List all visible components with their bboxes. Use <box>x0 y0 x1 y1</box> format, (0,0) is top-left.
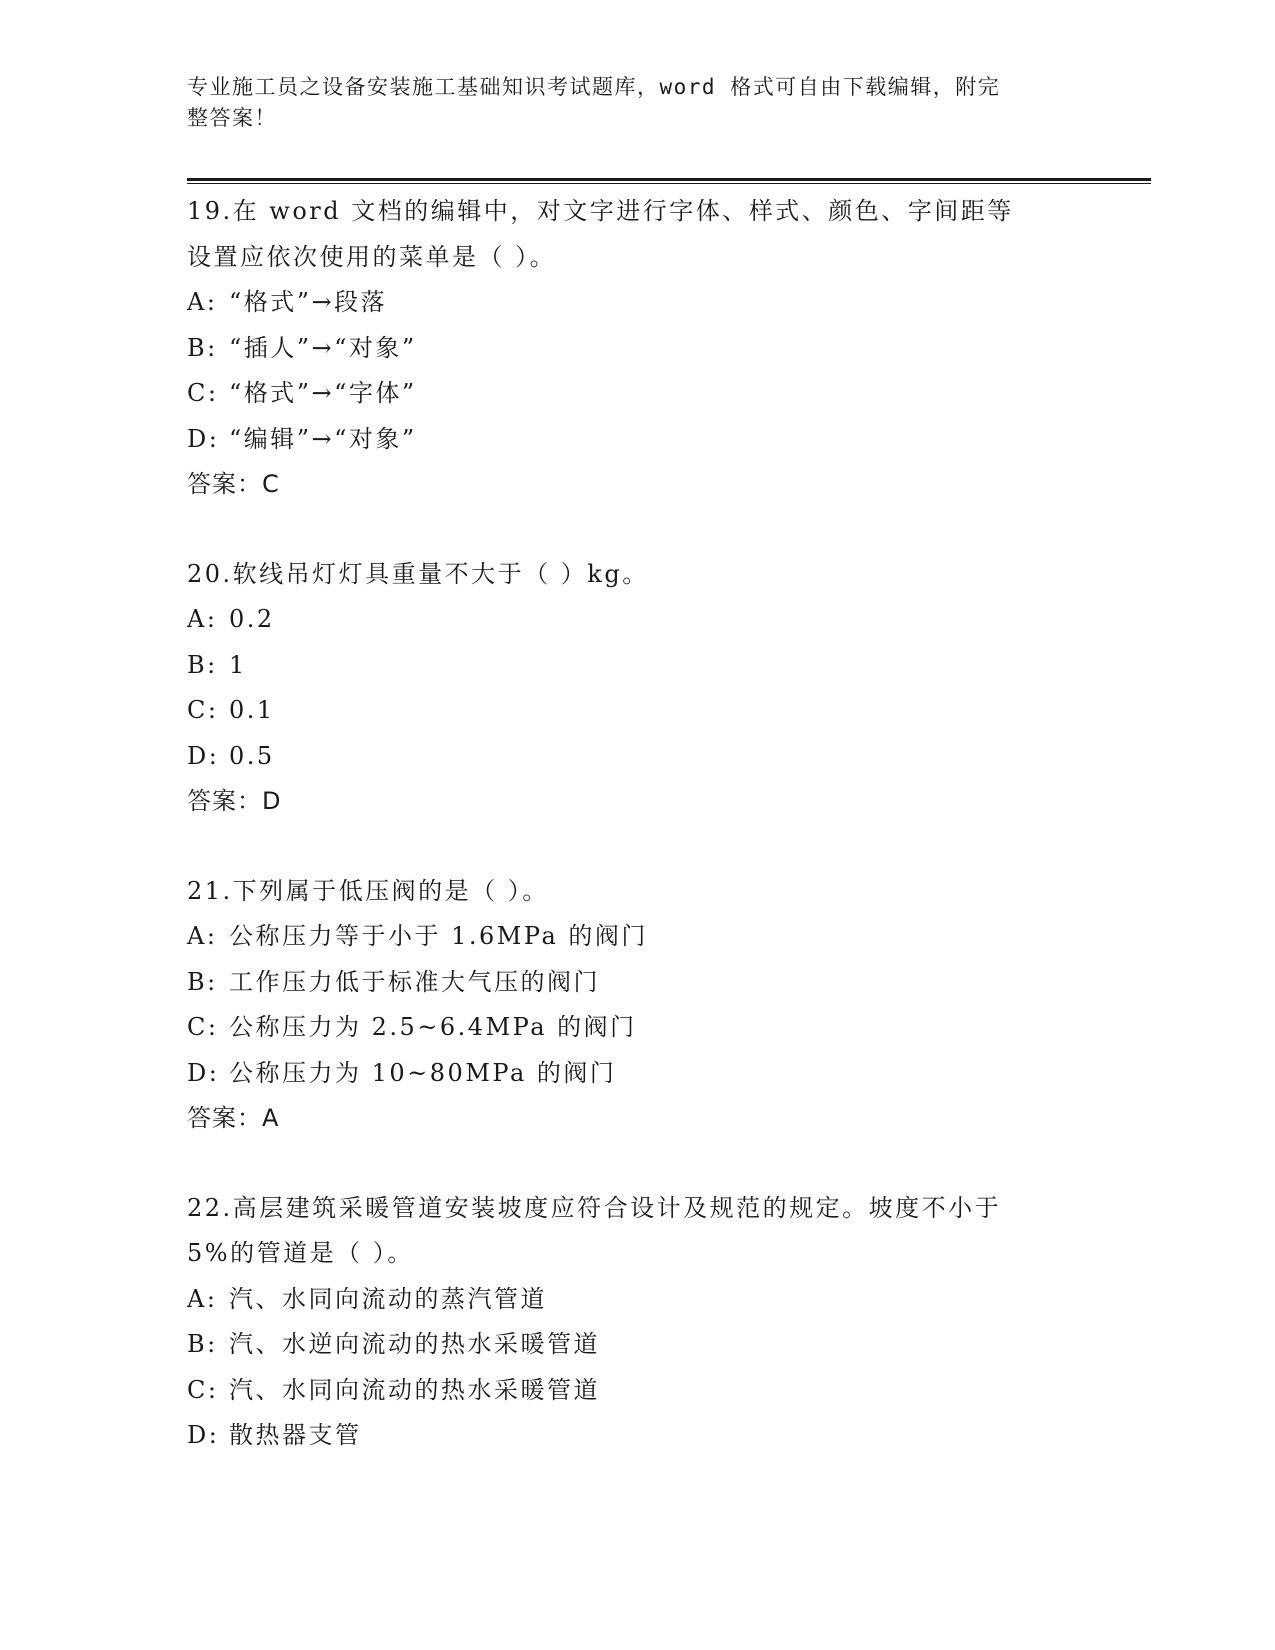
option-text: 公称压力等于小于 1.6MPa 的阀门 <box>229 922 648 950</box>
question-stem-line: 19.在 word 文档的编辑中，对文字进行字体、样式、颜色、字间距等 <box>187 197 1014 225</box>
question-20 <box>187 552 1087 825</box>
option-letter: C: <box>187 696 219 724</box>
option-c <box>187 688 1087 734</box>
option-letter: C: <box>187 379 219 407</box>
option-b <box>187 1322 1087 1368</box>
option-text: 汽、水同向流动的蒸汽管道 <box>229 1284 547 1313</box>
option-text: 0.5 <box>229 741 275 770</box>
question-22 <box>187 1186 1087 1459</box>
option-letter: A: <box>187 1284 218 1313</box>
option-d <box>187 1413 1087 1459</box>
option-text: 汽、水同向流动的热水采暖管道 <box>229 1375 600 1404</box>
option-text: 公称压力为 2.5~6.4MPa 的阀门 <box>229 1013 637 1041</box>
option-text: 公称压力为 10~80MPa 的阀门 <box>229 1058 617 1087</box>
question-stem-line: 5%的管道是（ ）。 <box>187 1239 414 1267</box>
option-text: 散热器支管 <box>229 1421 362 1449</box>
option-d <box>187 417 1087 463</box>
option-a <box>187 280 1087 326</box>
option-a <box>187 914 1087 960</box>
option-a <box>187 597 1087 643</box>
option-letter: B: <box>187 1330 218 1358</box>
option-letter: B: <box>187 333 218 362</box>
question-stem-line: 21.下列属于低压阀的是（ ）。 <box>187 876 549 905</box>
option-b <box>187 643 1087 689</box>
option-letter: A: <box>187 605 218 633</box>
answer-label: 答案：A <box>187 1104 280 1132</box>
option-d <box>187 1051 1087 1097</box>
option-letter: C: <box>187 1375 219 1404</box>
question-19 <box>187 189 1087 508</box>
option-c <box>187 1005 1087 1051</box>
header-divider-thick <box>187 178 1151 181</box>
option-a <box>187 1277 1087 1323</box>
option-text: 工作压力低于标准大气压的阀门 <box>229 967 600 996</box>
option-letter: A: <box>187 288 218 316</box>
option-letter: D: <box>187 1421 220 1449</box>
header-divider-thin <box>187 183 1151 184</box>
option-letter: D: <box>187 1058 220 1087</box>
option-text: “格式”→段落 <box>229 288 388 316</box>
question-21 <box>187 869 1087 1142</box>
option-text: 汽、水逆向流动的热水采暖管道 <box>229 1330 600 1358</box>
question-list <box>187 189 1087 1503</box>
answer-label: 答案：D <box>187 787 282 815</box>
option-letter: B: <box>187 967 218 996</box>
document-header <box>187 72 1067 134</box>
option-c <box>187 371 1087 417</box>
answer-label: 答案：C <box>187 470 280 498</box>
question-stem-line: 设置应依次使用的菜单是（ ）。 <box>187 242 557 271</box>
option-text: 0.2 <box>229 605 275 633</box>
option-text: “插人”→“对象” <box>229 333 417 362</box>
option-text: 0.1 <box>229 696 275 724</box>
question-stem-line: 22.高层建筑采暖管道安装坡度应符合设计及规范的规定。坡度不小于 <box>187 1193 1002 1222</box>
header-line-2: 整答案！ <box>187 106 277 130</box>
option-letter: B: <box>187 650 218 679</box>
question-stem-line: 20.软线吊灯灯具重量不大于（ ）kg。 <box>187 559 649 588</box>
option-letter: D: <box>187 424 220 453</box>
header-line-1: 专业施工员之设备安装施工基础知识考试题库，word 格式可自由下载编辑，附完 <box>187 75 1001 99</box>
option-text: “编辑”→“对象” <box>229 424 417 453</box>
option-letter: D: <box>187 741 220 770</box>
option-text: “格式”→“字体” <box>229 379 417 407</box>
option-letter: A: <box>187 922 218 950</box>
option-b <box>187 960 1087 1006</box>
option-letter: C: <box>187 1013 219 1041</box>
option-c <box>187 1368 1087 1414</box>
option-b <box>187 326 1087 372</box>
option-d <box>187 734 1087 780</box>
option-text: 1 <box>229 650 247 679</box>
